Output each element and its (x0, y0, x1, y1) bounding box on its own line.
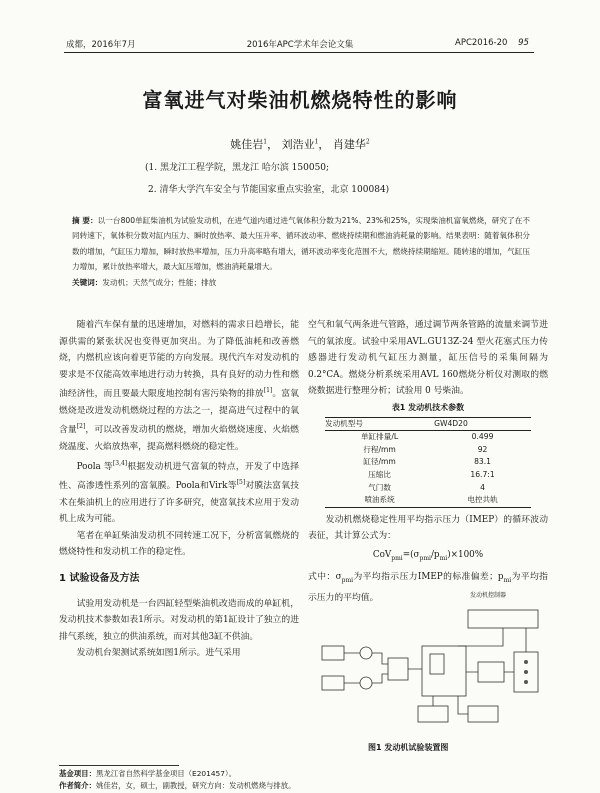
table-row (325, 431, 531, 444)
table-cell: 16.7:1 (470, 469, 495, 479)
method-paragraph-3: 空气和氧气两条进气管路，通过调节两条管路的流量来调节进气的氧浓度。试验中采用AVL.GU13Z-24 型火花塞式压力传感器进行发动机气缸压力测量，缸压信号的采集间隔为0.2°CA。燃烧分析系统采用AVL 160燃烧分析仪对测取的燃烧数据进行整理分析；试验用 0 号柴油。 (308, 320, 548, 397)
table-caption: 表1 发动机技术参数 (391, 402, 465, 412)
figure-label-controller: 发动机控制器 (470, 592, 507, 599)
exhaust-box (468, 706, 498, 722)
table-cell: 行程/mm (363, 444, 396, 454)
flowmeter-icon (360, 647, 372, 659)
cylinder-icon (430, 654, 444, 674)
pipe-lines (344, 628, 526, 714)
test-setup-schematic (318, 606, 544, 736)
oxygen-tank-box (322, 676, 344, 690)
table-cell: 0.499 (471, 432, 494, 442)
eq-part: /p (430, 549, 440, 560)
table-row (325, 469, 531, 482)
table-cell: 单缸排量/L (360, 432, 399, 442)
citation-ref[interactable]: [5] (236, 479, 246, 487)
eq-sub: pmi (391, 554, 403, 562)
abstract-label: 摘 要： (72, 216, 98, 225)
author-3: 肖建华 (332, 138, 366, 151)
table-row (325, 444, 531, 457)
author-2: 刘浩业 (281, 138, 315, 151)
footnote-rule (59, 765, 179, 766)
mixing-chamber-box (388, 658, 408, 680)
table-cell: 电控共轨 (434, 494, 531, 507)
intro-text-2a: Poola 等 (76, 461, 113, 472)
intro-paragraph-2 (59, 456, 299, 528)
intro-paragraph-1 (59, 317, 299, 456)
affiliation-2: 2. 清华大学汽车安全与节能国家重点实验室，北京 100084) (148, 185, 390, 195)
citation-ref[interactable]: [3,4] (112, 459, 128, 467)
eq-sub: mi (503, 577, 512, 584)
equation-explanation (308, 569, 548, 606)
fuel-system-box (418, 706, 448, 722)
abstract (72, 213, 530, 290)
author-sep: ， (267, 138, 279, 151)
flowmeter-icon (360, 677, 372, 689)
intro-text-2c: 对膜法富氧技术在柴油机上的应用进行了许多研究，使富氧技术应用于发动机上成为可能。 (59, 481, 299, 525)
affiliation-1: (1. 黑龙江工程学院，黑龙江 哈尔滨 150050; (145, 163, 330, 173)
eq-sub: mi (439, 554, 448, 562)
table-cell: 4 (480, 482, 485, 492)
indicator-dot (524, 670, 528, 674)
stability-paragraph: 发动机燃烧稳定性用平均指示压力（IMEP）的循环波动表征，其计算公式为： (308, 514, 548, 542)
indicator-dot (524, 680, 528, 684)
funding-label: 基金项目： (59, 769, 96, 778)
air-inlet-box (322, 646, 344, 660)
table-cell: 83.1 (474, 457, 491, 467)
intro-text-2b: 根据发动机进气富氧的特点，开发了中选择性、高渗透性系列的富氧膜。Poola和Virk等 (59, 461, 299, 492)
method-paragraph-2: 发动机台架测试系统如图1所示。进气采用 (76, 648, 241, 659)
header-left: 成都，2016年7月 (66, 40, 136, 50)
table-cell: 92 (477, 444, 488, 454)
table-cell: 压缩比 (368, 469, 391, 479)
citation-ref[interactable]: [2] (76, 423, 86, 431)
intro-text-1: 随着汽车保有量的迅速增加，对燃料的需求日趋增长，能源供需的紧张状况也变得更加突出。为了降低油耗和改善燃烧，内燃机应该向着更节能的方向发展。现代汽车对发动机的要求是不仅能高效率地进行动力转换，具有良好的动力性和燃油经济性，而且要最大限度地控制有害污染物的排放 (59, 320, 299, 400)
author-1-affil: 1 (263, 138, 268, 146)
method-paragraph-1: 试验用发动机是一台四缸轻型柴油机改造而成的单缸机，发动机技术参数如表1所示。对发动机的第1缸设计了独立的进排气系统，独立的供油系统，而对其他3缸不供油。 (59, 598, 299, 642)
figure-caption: 图1 发动机试验装置图 (368, 743, 449, 752)
eq-explain-a: 式中：σ (308, 572, 342, 583)
header-right (455, 38, 529, 48)
keywords: 发动机；天然气成分；性能；排放 (102, 277, 217, 287)
table-cell: 缸径/mm (363, 457, 396, 467)
table-header-cell: GW4D20 (434, 417, 531, 431)
body-column-right (308, 317, 548, 606)
table-row (325, 494, 531, 507)
table-row (325, 482, 531, 495)
abstract-text: 以一台800单缸柴油机为试验发动机，在进气道内通过进气氧体积分数为21%、23%和25%，实现柴油机富氧燃烧，研究了在不同转速下，氧体积分数对缸内压力、瞬时放热率、最大压升率、循环波动率、燃烧持续期和燃油消耗量的影响。结果表明：随着氧体积分数的增加，气缸压力增加，瞬时放热率增加，压力升高率略有增大，循环波动率变化范围不大，燃烧持续期缩短。随转速的增加，气缸压力增加，累计放热率增大，最大缸压增加，燃油消耗量增大。 (72, 216, 530, 272)
eq-sub: pmi (419, 554, 431, 562)
header-rule (64, 52, 534, 53)
eq-sub: pmi (341, 577, 354, 584)
intro-text-1b: 。富氧燃烧是改进发动机燃烧过程的方法之一，提高进气过程中的氧含量 (59, 389, 299, 436)
page-number: 95 (518, 38, 529, 48)
indicator-dot (524, 660, 528, 664)
engine-controller-box (468, 610, 538, 628)
eq-part: CoV (372, 549, 392, 560)
table-header-row (325, 417, 531, 431)
header-center: 2016年APC学术年会论文集 (246, 40, 354, 50)
author-3-affil: 2 (365, 138, 370, 146)
intro-text-1c: ，可以改善发动机的燃烧，增加火焰燃烧速度、火焰燃烧温度、火焰放热率，提高燃料燃烧的稳定性。 (59, 425, 299, 452)
dynamometer-box (478, 662, 504, 682)
footnote-funding (59, 768, 236, 779)
eq-part: =(σ (402, 549, 420, 560)
eq-explain-b: 为平均指示压力IMEP的标准偏差；p (353, 572, 504, 583)
eq-part: )×100% (447, 549, 484, 560)
author-2-affil: 1 (314, 138, 319, 146)
table-cell: 喷油系统 (325, 494, 434, 507)
footnote-author (59, 780, 296, 791)
author-1: 姚佳岩 (230, 138, 264, 151)
intro-paragraph-3: 笔者在单缸柴油发动机不同转速工况下，分析富氧燃烧的燃烧特性和发动机工作的稳定性。 (59, 530, 299, 558)
section-heading: 1 试验设备及方法 (59, 573, 140, 584)
author-bio-text: 姚佳岩，女，硕士，副教授，研究方向：发动机燃烧与排放。 (95, 781, 296, 790)
author-bio-label: 作者简介： (59, 781, 96, 790)
eq-explain-c: 为平均指示压力的平均值。 (308, 572, 548, 603)
cov-equation (308, 547, 548, 567)
citation-ref[interactable]: [1] (263, 387, 273, 395)
funding-text: 黑龙江省自然科学基金项目（E201457）。 (95, 769, 237, 778)
author-sep: ， (318, 138, 330, 151)
engine-parameter-table (325, 417, 531, 508)
table-row (325, 456, 531, 469)
body-column-left (59, 317, 299, 662)
header-code: APC2016-20 (455, 38, 508, 48)
keywords-label: 关键词： (72, 277, 103, 287)
table-cell: 气门数 (368, 482, 391, 492)
author-list (0, 136, 600, 152)
table-header-cell: 发动机型号 (325, 417, 434, 431)
paper-title: 富氧进气对柴油机燃烧特性的影响 (142, 88, 458, 112)
